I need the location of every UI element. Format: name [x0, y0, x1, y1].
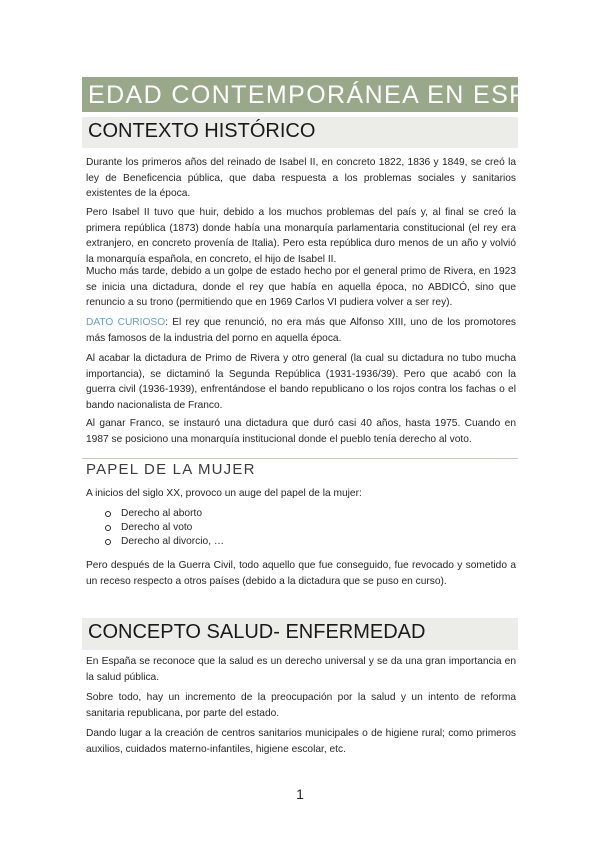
paragraph: Al acabar la dictadura de Primo de Rivera y otro general (la cual su dictadura no tubo mucha importancia), se dictaminó la Segunda República (1931-1936/39). Pero que acabó con la guerra civil (1936-1939), enfrentándose el bando republicano o los rojos contra los fachas o el bando nacionalista de Franco. [86, 353, 516, 411]
section-heading-salud [82, 618, 518, 650]
paragraph: Al ganar Franco, se instauró una dictadura que duró casi 40 años, hasta 1975. Cuando en 1987 se posiciono una monarquía institucional donde el pueblo tenía derecho al voto. [86, 418, 516, 445]
paragraph: Dando lugar a la creación de centros sanitarios municipales o de higiene rural; como primeros auxilios, cuidados materno-infantiles, higiene escolar, etc. [86, 728, 516, 755]
list-item: Derecho al divorcio, … [104, 535, 224, 549]
section-title: CONTEXTO HISTÓRICO [88, 120, 316, 142]
paragraph: En España se reconoce que la salud es un derecho universal y se da una gran importancia en la salud pública. [86, 656, 516, 683]
paragraph: A inicios del siglo XX, provoco un auge del papel de la mujer: [86, 488, 362, 499]
paragraph: Durante los primeros años del reinado de Isabel II, en concreto 1822, 1836 y 1849, se creó la ley de Beneficencia pública, que daba respuesta a los problemas sociales y sanitarios existentes de la época. [86, 157, 516, 199]
paragraph: Sobre todo, hay un incremento de la preocupación por la salud y un intento de reforma sanitaria republicana, por parte del estado. [86, 692, 516, 719]
document-title-bar [82, 77, 581, 112]
section-title: CONCEPTO SALUD- ENFERMEDAD [88, 621, 426, 643]
paragraph: Pero Isabel II tuvo que huir, debido a los muchos problemas del país y, al final se creó la primera república (1873) donde había una monarquía parlamentaria constitucional (el rey era extranjero, en concreto provenía de Italia). Pero esta república duro menos de un año y volvió la monarquía española, en concreto, el hijo de Isabel II. [86, 207, 516, 265]
bullet-icon [105, 539, 111, 545]
list-item: Derecho al aborto [104, 507, 224, 521]
list-item: Derecho al voto [104, 521, 224, 535]
dato-curioso-text: : El rey que renunció, no era más que Alfonso XIII, uno de los promotores más famosos de la industria del porno en aquella época. [86, 317, 516, 344]
paragraph: Pero después de la Guerra Civil, todo aquello que fue conseguido, fue revocado y sometido a un receso respecto a otros países (debido a la dictadura que se puso en curso). [86, 560, 516, 587]
section-divider [82, 458, 518, 459]
page-number: 1 [296, 786, 304, 802]
document-title: EDAD CONTEMPORÁNEA EN ESPAÑA [88, 81, 581, 109]
paragraph-dato-curioso [86, 315, 516, 346]
rights-list [104, 507, 224, 549]
bullet-icon [105, 511, 111, 517]
bullet-icon [105, 525, 111, 531]
dato-curioso-label: DATO CURIOSO [86, 317, 166, 328]
section-heading-contexto [82, 117, 518, 148]
subsection-title-mujer: PAPEL DE LA MUJER [86, 461, 256, 478]
paragraph: Mucho más tarde, debido a un golpe de estado hecho por el general primo de Rivera, en 1923 se inicia una dictadura, donde el rey que había en aquella época, no ABDICÓ, sino que renuncio a su trono (permitiendo que en 1969 Carlos VI pudiera volver a ser rey). [86, 266, 516, 308]
